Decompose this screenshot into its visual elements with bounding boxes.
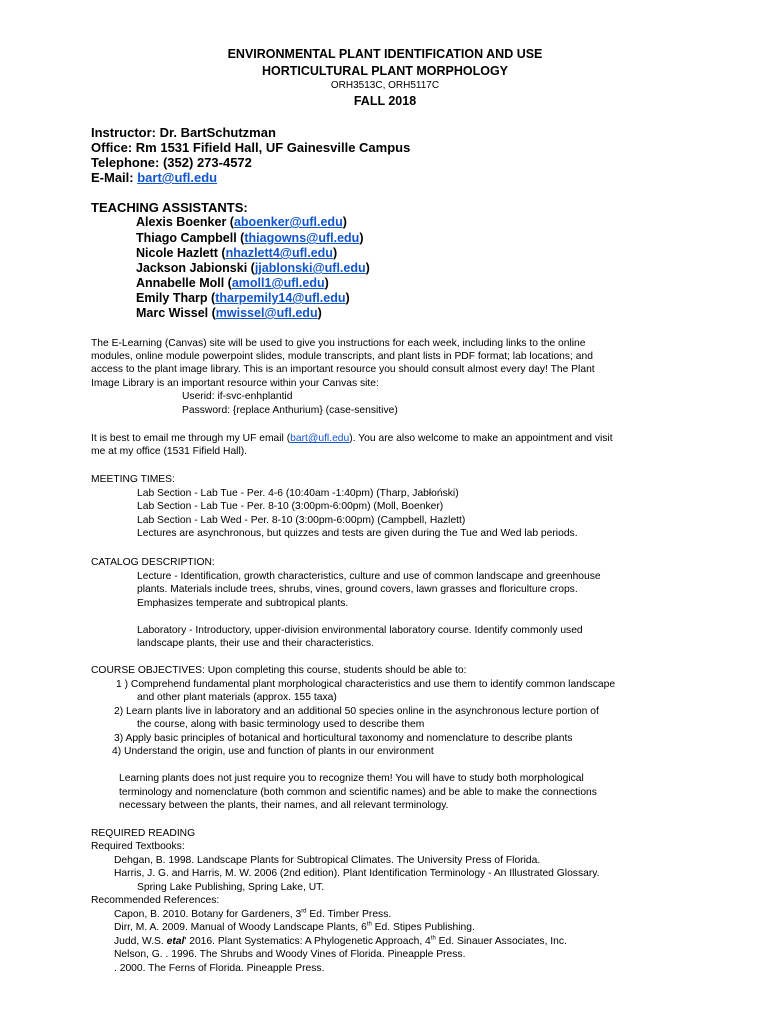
reference-item (114, 935, 567, 948)
ta-email-link[interactable]: jjablonski@ufl.edu (254, 261, 366, 275)
catalog-line: Lecture - Identification, growth characteristics, culture and use of common landscape and greenhouse (137, 571, 601, 582)
ta-email-link[interactable]: amoll1@ufl.edu (231, 276, 325, 290)
ta-name: Marc Wissel ( (136, 306, 216, 320)
catalog-line: Laboratory - Introductory, upper-division environmental laboratory course. Identify commonly used (137, 625, 583, 636)
ta-item (136, 231, 363, 245)
ref-text: Ed. Sinauer Associates, Inc. (435, 936, 567, 947)
ta-item (136, 215, 347, 229)
instructor-email-line (91, 170, 217, 185)
reference-item (114, 908, 391, 921)
ta-email-link[interactable]: thiagowns@ufl.edu (244, 231, 360, 245)
ta-name: Nicole Hazlett ( (136, 246, 226, 260)
ta-email-link[interactable]: mwissel@ufl.edu (215, 306, 318, 320)
elearning-line: The E-Learning (Canvas) site will be used to give you instructions for each week, including links to the online (91, 338, 586, 349)
email-label: E-Mail: (91, 170, 138, 185)
ta-paren: ) (365, 261, 370, 275)
ta-paren: ) (317, 306, 322, 320)
objective-item: and other plant materials (approx. 155 taxa) (137, 692, 337, 703)
meeting-line: Lab Section - Lab Wed - Per. 8-10 (3:00pm-6:00pm) (Campbell, Hazlett) (137, 515, 466, 526)
contact-line: me at my office (1531 Fifield Hall). (91, 446, 248, 457)
ref-text: Capon, B. 2010. Botany for Gardeners, 3 (114, 909, 302, 920)
contact-text: It is best to email me through my UF email ( (91, 433, 291, 444)
meeting-line: Lab Section - Lab Tue - Per. 8-10 (3:00pm-6:00pm) (Moll, Boenker) (137, 501, 444, 512)
catalog-line: Emphasizes temperate and subtropical plants. (137, 598, 349, 609)
instructor-phone: Telephone: (352) 273-4572 (91, 155, 252, 170)
ref-text: ' 2016. Plant Systematics: A Phylogenetic Approach, 4 (184, 936, 431, 947)
elearning-line: Image Library is an important resource within your Canvas site: (91, 378, 379, 389)
objective-item: 2) Learn plants live in laboratory and an additional 50 species online in the asynchronous lecture portion of (114, 706, 599, 717)
ta-email-link[interactable]: nhazlett4@ufl.edu (225, 246, 333, 260)
ta-paren: ) (359, 231, 364, 245)
ta-paren: ) (332, 246, 338, 260)
ref-etal: etal (166, 936, 185, 947)
ta-item (136, 291, 350, 305)
ta-paren: ) (342, 215, 347, 229)
password: Password: {replace Anthurium} (case-sensitive) (182, 405, 398, 416)
textbook-item: Spring Lake Publishing, Spring Lake, UT. (137, 882, 325, 893)
catalog-line: landscape plants, their use and their characteristics. (137, 638, 374, 649)
course-title: ENVIRONMENTAL PLANT IDENTIFICATION AND USE (227, 47, 543, 61)
reference-item: Nelson, G. . 1996. The Shrubs and Woody Vines of Florida. Pineapple Press. (114, 949, 466, 960)
instructor-email-link[interactable]: bart@ufl.edu (137, 170, 218, 185)
ref-text: Ed. Stipes Publishing. (371, 922, 475, 933)
meeting-line: Lab Section - Lab Tue - Per. 4-6 (10:40am -1:40pm) (Tharp, Jabłoński) (137, 488, 459, 499)
catalog-line: plants. Materials include trees, shrubs, vines, ground covers, lawn grasses and floriculture crops. (137, 584, 578, 595)
reference-item (114, 921, 475, 934)
objectives-note: necessary between the plants, their names, and all relevant terminology. (119, 800, 449, 811)
objective-item: the course, along with basic terminology used to describe them (137, 719, 425, 730)
objective-item: 3) Apply basic principles of botanical and horticultural taxonomy and nomenclature to describe plants (114, 733, 573, 744)
ta-heading: TEACHING ASSISTANTS: (91, 200, 248, 215)
objectives-note: Learning plants does not just require you to recognize them! You will have to study both morphological (119, 773, 584, 784)
instructor-name: Instructor: Dr. BartSchutzman (91, 125, 276, 140)
reading-heading: REQUIRED READING (91, 828, 196, 839)
ta-name: Emily Tharp ( (136, 291, 216, 305)
ref-text: Dirr, M. A. 2009. Manual of Woody Landscape Plants, 6 (114, 922, 367, 933)
ta-item (136, 276, 329, 290)
ta-name: Jackson Jabionski ( (136, 261, 255, 275)
catalog-heading: CATALOG DESCRIPTION: (91, 557, 215, 568)
textbooks-label: Required Textbooks: (91, 841, 185, 852)
contact-email-link[interactable]: bart@ufl.edu (290, 433, 350, 444)
course-subtitle: HORTICULTURAL PLANT MORPHOLOGY (261, 64, 509, 78)
elearning-line: modules, online module powerpoint slides, module transcripts, and plant lists in PDF format; lab locations; and (91, 351, 593, 362)
objective-item: 1 ) Comprehend fundamental plant morphological characteristics and use them to identify common landscape (116, 679, 616, 690)
textbook-item: Dehgan, B. 1998. Landscape Plants for Subtropical Climates. The University Press of Florida. (114, 855, 541, 866)
meeting-line: Lectures are asynchronous, but quizzes and tests are given during the Tue and Wed lab periods. (137, 528, 578, 539)
course-codes: ORH3513C, ORH5117C (330, 80, 440, 91)
ta-item (136, 306, 322, 320)
ta-email-link[interactable]: tharpemily14@ufl.edu (215, 291, 346, 305)
ta-name: Alexis Boenker ( (136, 215, 234, 229)
textbook-item: Harris, J. G. and Harris, M. W. 2006 (2nd edition). Plant Identification Terminology - An Illustrated Glossary. (114, 868, 600, 879)
objectives-heading: COURSE OBJECTIVES: Upon completing this course, students should be able to: (91, 665, 467, 676)
objectives-note: terminology and nomenclature (both common and scientific names) and be able to make the connections (119, 787, 597, 798)
ref-sup: th (366, 921, 372, 928)
ta-email-link[interactable]: aboenker@ufl.edu (233, 215, 343, 229)
ref-text: Ed. Timber Press. (306, 909, 392, 920)
ref-sup: th (430, 935, 436, 942)
ta-name: Thiago Campbell ( (136, 231, 245, 245)
meeting-heading: MEETING TIMES: (91, 474, 175, 485)
ref-text: Judd, W.S. (114, 936, 167, 947)
ta-paren: ) (324, 276, 329, 290)
term: FALL 2018 (353, 94, 417, 108)
elearning-line: access to the plant image library. This is an important resource you should consult almost every day! The Plant (91, 364, 595, 375)
ta-item (136, 246, 337, 260)
contact-text: ). You are also welcome to make an appointment and visit (349, 433, 613, 444)
ta-paren: ) (345, 291, 350, 305)
reference-item: . 2000. The Ferns of Florida. Pineapple Press. (114, 963, 325, 974)
ref-sup: rd (301, 908, 307, 915)
contact-line (91, 432, 613, 445)
recommended-label: Recommended References: (91, 895, 220, 906)
ta-name: Annabelle Moll ( (136, 276, 232, 290)
instructor-office: Office: Rm 1531 Fifield Hall, UF Gainesville Campus (91, 140, 411, 155)
objective-item: 4) Understand the origin, use and function of plants in our environment (112, 746, 434, 757)
userid: Userid: if-svc-enhplantid (182, 391, 293, 402)
ta-item (136, 261, 370, 275)
